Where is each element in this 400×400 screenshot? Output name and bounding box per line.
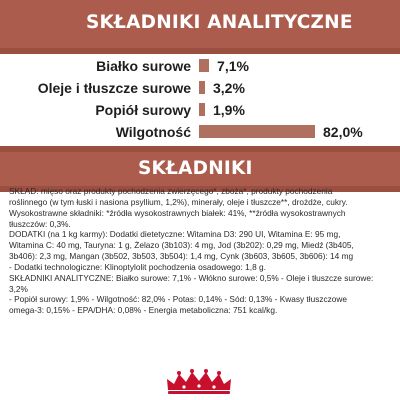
composition-line: 3b406): 2,3 mg, Mangan (3b502, 3b503, 3b504): 1,4 mg, Cynk (3b603, 3b605, 3b606): 14 mg xyxy=(9,251,354,262)
composition-line: SKŁADNIKI ANALITYCZNE: Białko surowe: 7,1% - Włókno surowe: 0,5% - Oleje i tłuszcze surowe: 3,2% xyxy=(9,272,374,294)
nutrient-value: 82,0% xyxy=(323,124,363,140)
analytical-constituents-banner xyxy=(0,0,400,54)
nutrient-value: 7,1% xyxy=(217,58,249,74)
nutrient-bar xyxy=(199,125,315,138)
nutrient-value: 3,2% xyxy=(213,80,245,96)
nutrient-row-moisture xyxy=(0,122,400,144)
nutrient-row-protein xyxy=(0,56,400,78)
ingredients-heading: SKŁADNIKI xyxy=(138,158,253,179)
nutrient-row-fat xyxy=(0,78,400,100)
nutrient-label: Białko surowe xyxy=(96,58,191,74)
composition-line: roślinnego (w tym łuski i nasiona psyllium, 1,2%), minerały, oleje i tłuszcze**, drożdże, cukry. xyxy=(9,196,348,207)
royal-canin-crown-icon xyxy=(164,368,234,396)
composition-text xyxy=(9,186,393,316)
composition-line: DODATKI (na 1 kg karmy): Dodatki dietetyczne: Witamina D3: 290 UI, Witamina E: 95 mg, xyxy=(9,229,341,240)
composition-line: tłuszczów: 0,3%. xyxy=(9,218,71,229)
composition-line: - Dodatki technologiczne: Klinoptylolit pochodzenia osadowego: 1,8 g. xyxy=(9,261,266,272)
nutrient-label: Popiół surowy xyxy=(95,102,191,118)
nutrient-bar xyxy=(199,103,205,116)
composition-line: omega-3: 0,15% - EPA/DHA: 0,08% - Energia metaboliczna: 751 kcal/kg. xyxy=(9,305,278,316)
composition-line: Witamina C: 40 mg, Tauryna: 1 g, Żelazo (3b103): 4 mg, Jod (3b202): 0,29 mg, Miedź (3b405, xyxy=(9,240,354,251)
nutrient-value: 1,9% xyxy=(213,102,245,118)
nutrient-bar xyxy=(199,59,209,72)
analytical-constituents-heading: SKŁADNIKI ANALITYCZNE xyxy=(86,12,353,33)
nutrient-label: Wilgotność xyxy=(115,124,191,140)
composition-line: - Popiół surowy: 1,9% - Wilgotność: 82,0% - Potas: 0,14% - Sód: 0,13% - Kwasy tłuszczowe xyxy=(9,294,348,305)
nutrient-row-ash xyxy=(0,100,400,122)
composition-line: SKŁAD: mięso oraz produkty pochodzenia zwierzęcego*, zboża*, produkty pochodzenia xyxy=(9,186,333,196)
composition-line: Wysokostrawne składniki: *źródła wysokostrawnych białek: 41%, **źródła wysokostrawnych xyxy=(9,207,346,218)
nutrient-bar xyxy=(199,81,205,94)
nutrient-label: Oleje i tłuszcze surowe xyxy=(37,80,191,96)
